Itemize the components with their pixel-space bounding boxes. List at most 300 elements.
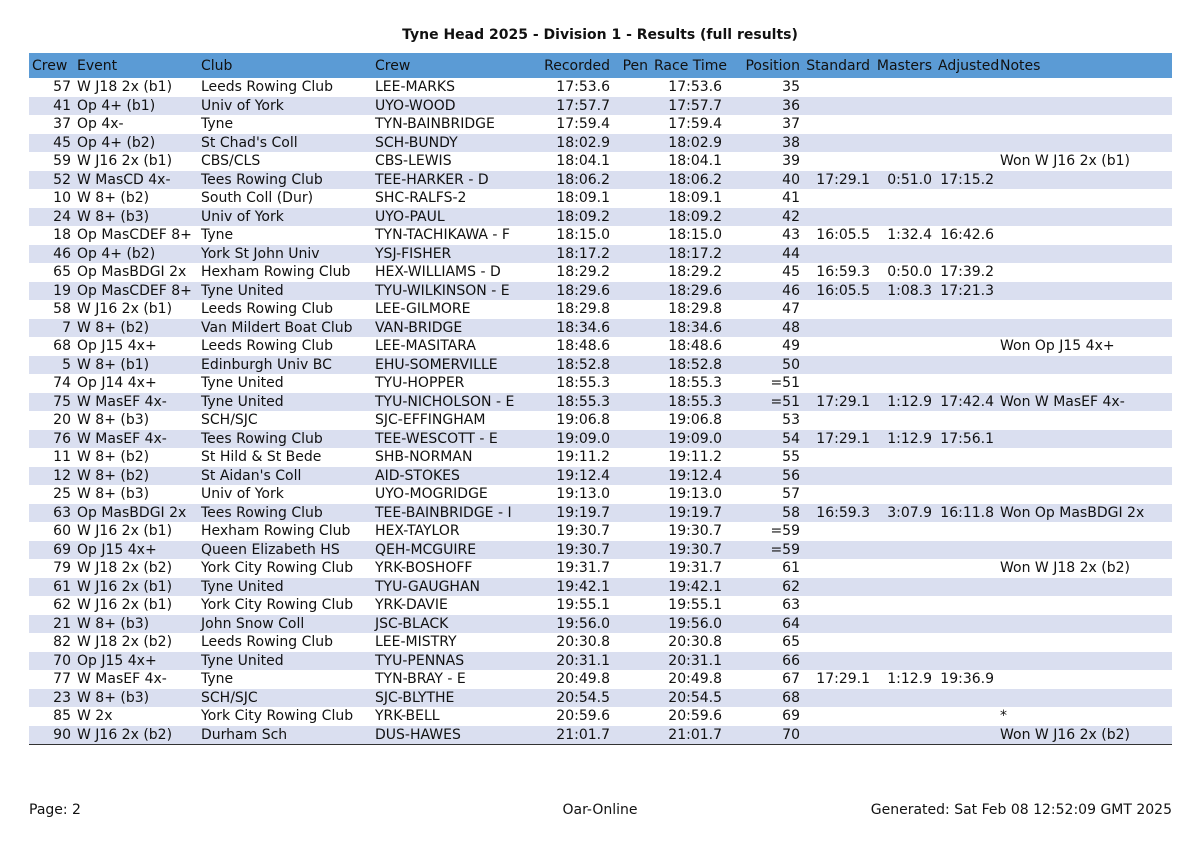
cell-race-time: 18:29.2: [651, 263, 725, 282]
cell-masters: [873, 134, 935, 153]
cell-adjusted: [935, 726, 997, 745]
results-body: [29, 78, 1172, 745]
cell-recorded: 18:09.1: [537, 189, 613, 208]
cell-race-time: 18:29.8: [651, 300, 725, 319]
cell-crew-number: 69: [29, 541, 74, 560]
cell-event: W 8+ (b3): [74, 485, 198, 504]
cell-race-time: 17:53.6: [651, 78, 725, 97]
cell-notes: [997, 430, 1172, 449]
table-row: [29, 726, 1172, 745]
cell-position: 57: [725, 485, 803, 504]
cell-notes: [997, 411, 1172, 430]
cell-position: 54: [725, 430, 803, 449]
cell-race-time: 19:56.0: [651, 615, 725, 634]
cell-standard: [803, 578, 873, 597]
col-header-race-time: Race Time: [651, 53, 725, 78]
cell-crew-number: 46: [29, 245, 74, 264]
cell-crew-number: 21: [29, 615, 74, 634]
col-header-masters: Masters: [873, 53, 935, 78]
cell-event: W 8+ (b2): [74, 189, 198, 208]
cell-event: W J16 2x (b2): [74, 726, 198, 745]
table-row: [29, 374, 1172, 393]
cell-event: Op MasCDEF 8+: [74, 226, 198, 245]
cell-position: 64: [725, 615, 803, 634]
cell-recorded: 19:06.8: [537, 411, 613, 430]
cell-penalty: [613, 670, 651, 689]
cell-recorded: 17:53.6: [537, 78, 613, 97]
col-header-notes: Notes: [997, 53, 1172, 78]
cell-position: 42: [725, 208, 803, 227]
table-row: [29, 319, 1172, 338]
cell-event: W J16 2x (b1): [74, 300, 198, 319]
cell-crew-number: 45: [29, 134, 74, 153]
cell-standard: [803, 559, 873, 578]
cell-event: W MasEF 4x-: [74, 393, 198, 412]
cell-event: W 8+ (b3): [74, 411, 198, 430]
cell-crew-name: TYU-PENNAS: [372, 652, 537, 671]
cell-position: 47: [725, 300, 803, 319]
cell-event: W 8+ (b2): [74, 448, 198, 467]
cell-notes: [997, 263, 1172, 282]
cell-race-time: 18:09.1: [651, 189, 725, 208]
cell-club: Durham Sch: [198, 726, 372, 745]
cell-recorded: 18:17.2: [537, 245, 613, 264]
cell-notes: [997, 245, 1172, 264]
cell-position: =59: [725, 522, 803, 541]
cell-crew-number: 12: [29, 467, 74, 486]
cell-standard: [803, 633, 873, 652]
cell-crew-name: TYU-HOPPER: [372, 374, 537, 393]
results-table: [29, 53, 1172, 745]
cell-race-time: 18:06.2: [651, 171, 725, 190]
cell-standard: [803, 689, 873, 708]
cell-recorded: 18:29.6: [537, 282, 613, 301]
cell-penalty: [613, 97, 651, 116]
col-header-pen: Pen: [613, 53, 651, 78]
cell-crew-number: 25: [29, 485, 74, 504]
cell-race-time: 18:02.9: [651, 134, 725, 153]
cell-crew-number: 70: [29, 652, 74, 671]
cell-recorded: 18:06.2: [537, 171, 613, 190]
cell-club: St Aidan's Coll: [198, 467, 372, 486]
cell-standard: [803, 208, 873, 227]
cell-crew-name: TEE-HARKER - D: [372, 171, 537, 190]
cell-position: 40: [725, 171, 803, 190]
cell-notes: [997, 689, 1172, 708]
table-row: [29, 263, 1172, 282]
cell-club: Van Mildert Boat Club: [198, 319, 372, 338]
cell-masters: 0:50.0: [873, 263, 935, 282]
table-row: [29, 356, 1172, 375]
cell-position: 66: [725, 652, 803, 671]
table-row: [29, 522, 1172, 541]
cell-position: 68: [725, 689, 803, 708]
cell-event: W 8+ (b3): [74, 615, 198, 634]
cell-position: 50: [725, 356, 803, 375]
cell-race-time: 19:11.2: [651, 448, 725, 467]
cell-crew-name: YRK-BOSHOFF: [372, 559, 537, 578]
cell-position: 48: [725, 319, 803, 338]
cell-recorded: 19:30.7: [537, 522, 613, 541]
cell-standard: [803, 337, 873, 356]
cell-race-time: 18:48.6: [651, 337, 725, 356]
cell-race-time: 19:30.7: [651, 522, 725, 541]
cell-standard: [803, 522, 873, 541]
cell-crew-number: 63: [29, 504, 74, 523]
cell-crew-name: SJC-EFFINGHAM: [372, 411, 537, 430]
col-header-crew-number: Crew: [29, 53, 74, 78]
cell-recorded: 18:09.2: [537, 208, 613, 227]
cell-standard: [803, 152, 873, 171]
cell-race-time: 19:55.1: [651, 596, 725, 615]
cell-event: W 2x: [74, 707, 198, 726]
cell-position: 43: [725, 226, 803, 245]
cell-crew-number: 5: [29, 356, 74, 375]
cell-crew-number: 77: [29, 670, 74, 689]
cell-masters: [873, 97, 935, 116]
cell-recorded: 17:59.4: [537, 115, 613, 134]
cell-recorded: 20:31.1: [537, 652, 613, 671]
cell-crew-name: VAN-BRIDGE: [372, 319, 537, 338]
cell-event: W J16 2x (b1): [74, 596, 198, 615]
cell-race-time: 20:49.8: [651, 670, 725, 689]
cell-standard: [803, 300, 873, 319]
cell-race-time: 18:55.3: [651, 374, 725, 393]
cell-club: Tyne: [198, 226, 372, 245]
cell-club: York City Rowing Club: [198, 707, 372, 726]
cell-club: York St John Univ: [198, 245, 372, 264]
cell-recorded: 19:12.4: [537, 467, 613, 486]
cell-adjusted: [935, 152, 997, 171]
cell-masters: [873, 559, 935, 578]
cell-race-time: 18:34.6: [651, 319, 725, 338]
table-row: [29, 596, 1172, 615]
cell-masters: [873, 115, 935, 134]
cell-club: York City Rowing Club: [198, 559, 372, 578]
cell-recorded: 17:57.7: [537, 97, 613, 116]
cell-penalty: [613, 337, 651, 356]
cell-club: Hexham Rowing Club: [198, 522, 372, 541]
cell-masters: [873, 78, 935, 97]
cell-notes: [997, 615, 1172, 634]
cell-penalty: [613, 467, 651, 486]
cell-crew-name: YSJ-FISHER: [372, 245, 537, 264]
cell-position: 38: [725, 134, 803, 153]
cell-club: Tyne United: [198, 393, 372, 412]
cell-standard: [803, 467, 873, 486]
cell-standard: [803, 134, 873, 153]
cell-race-time: 18:04.1: [651, 152, 725, 171]
cell-position: 39: [725, 152, 803, 171]
cell-masters: 1:08.3: [873, 282, 935, 301]
cell-adjusted: 16:11.8: [935, 504, 997, 523]
cell-penalty: [613, 448, 651, 467]
cell-crew-name: SJC-BLYTHE: [372, 689, 537, 708]
cell-adjusted: [935, 559, 997, 578]
cell-penalty: [613, 559, 651, 578]
cell-notes: [997, 356, 1172, 375]
cell-race-time: 20:54.5: [651, 689, 725, 708]
cell-notes: [997, 652, 1172, 671]
table-row: [29, 633, 1172, 652]
cell-crew-number: 85: [29, 707, 74, 726]
cell-penalty: [613, 245, 651, 264]
cell-crew-name: TEE-BAINBRIDGE - I: [372, 504, 537, 523]
cell-recorded: 19:31.7: [537, 559, 613, 578]
cell-notes: Won Op J15 4x+: [997, 337, 1172, 356]
cell-penalty: [613, 78, 651, 97]
table-row: [29, 337, 1172, 356]
cell-notes: Won W J18 2x (b2): [997, 559, 1172, 578]
cell-event: Op 4+ (b1): [74, 97, 198, 116]
cell-crew-name: AID-STOKES: [372, 467, 537, 486]
cell-masters: [873, 208, 935, 227]
cell-adjusted: [935, 541, 997, 560]
cell-crew-number: 58: [29, 300, 74, 319]
cell-notes: [997, 670, 1172, 689]
cell-standard: [803, 485, 873, 504]
cell-masters: 1:32.4: [873, 226, 935, 245]
cell-masters: [873, 596, 935, 615]
cell-position: 45: [725, 263, 803, 282]
cell-recorded: 20:59.6: [537, 707, 613, 726]
col-header-adjusted: Adjusted: [935, 53, 997, 78]
cell-club: Leeds Rowing Club: [198, 300, 372, 319]
generated-timestamp: Generated: Sat Feb 08 12:52:09 GMT 2025: [870, 802, 1172, 818]
cell-masters: [873, 300, 935, 319]
cell-standard: [803, 356, 873, 375]
col-header-event: Event: [74, 53, 198, 78]
cell-masters: [873, 337, 935, 356]
cell-race-time: 19:13.0: [651, 485, 725, 504]
cell-standard: 16:05.5: [803, 226, 873, 245]
cell-crew-name: LEE-MASITARA: [372, 337, 537, 356]
cell-crew-name: HEX-TAYLOR: [372, 522, 537, 541]
cell-crew-name: SHB-NORMAN: [372, 448, 537, 467]
col-header-club: Club: [198, 53, 372, 78]
cell-adjusted: 17:42.4: [935, 393, 997, 412]
cell-crew-number: 41: [29, 97, 74, 116]
cell-notes: [997, 208, 1172, 227]
cell-event: Op MasCDEF 8+: [74, 282, 198, 301]
page-title: Tyne Head 2025 - Division 1 - Results (full results): [402, 27, 798, 43]
cell-club: York City Rowing Club: [198, 596, 372, 615]
table-row: [29, 559, 1172, 578]
cell-standard: [803, 78, 873, 97]
cell-standard: 17:29.1: [803, 430, 873, 449]
cell-notes: [997, 134, 1172, 153]
cell-adjusted: 17:39.2: [935, 263, 997, 282]
table-row: [29, 652, 1172, 671]
cell-crew-name: DUS-HAWES: [372, 726, 537, 745]
cell-standard: [803, 411, 873, 430]
cell-event: W 8+ (b3): [74, 208, 198, 227]
cell-notes: [997, 189, 1172, 208]
cell-adjusted: [935, 467, 997, 486]
cell-adjusted: 17:56.1: [935, 430, 997, 449]
cell-standard: 16:59.3: [803, 263, 873, 282]
cell-crew-number: 7: [29, 319, 74, 338]
cell-adjusted: [935, 189, 997, 208]
cell-club: Tyne United: [198, 282, 372, 301]
table-row: [29, 541, 1172, 560]
cell-crew-number: 79: [29, 559, 74, 578]
cell-crew-name: TYN-BRAY - E: [372, 670, 537, 689]
cell-position: 69: [725, 707, 803, 726]
cell-standard: [803, 97, 873, 116]
cell-club: John Snow Coll: [198, 615, 372, 634]
cell-penalty: [613, 615, 651, 634]
cell-standard: 17:29.1: [803, 171, 873, 190]
cell-notes: *: [997, 707, 1172, 726]
cell-recorded: 19:30.7: [537, 541, 613, 560]
cell-penalty: [613, 541, 651, 560]
cell-masters: [873, 245, 935, 264]
table-row: [29, 467, 1172, 486]
cell-club: Tees Rowing Club: [198, 504, 372, 523]
cell-adjusted: 17:15.2: [935, 171, 997, 190]
cell-masters: 1:12.9: [873, 670, 935, 689]
cell-penalty: [613, 171, 651, 190]
table-row: [29, 411, 1172, 430]
cell-adjusted: [935, 97, 997, 116]
cell-club: St Hild & St Bede: [198, 448, 372, 467]
cell-crew-name: UYO-PAUL: [372, 208, 537, 227]
footer-source: Oar-Online: [562, 802, 638, 818]
cell-notes: [997, 115, 1172, 134]
cell-notes: [997, 282, 1172, 301]
cell-masters: [873, 374, 935, 393]
cell-crew-name: SHC-RALFS-2: [372, 189, 537, 208]
cell-standard: [803, 115, 873, 134]
cell-adjusted: 16:42.6: [935, 226, 997, 245]
table-row: [29, 282, 1172, 301]
cell-penalty: [613, 134, 651, 153]
table-row: [29, 134, 1172, 153]
cell-event: W J18 2x (b2): [74, 559, 198, 578]
cell-position: 44: [725, 245, 803, 264]
cell-crew-number: 90: [29, 726, 74, 745]
cell-position: 62: [725, 578, 803, 597]
cell-notes: [997, 633, 1172, 652]
cell-masters: [873, 726, 935, 745]
cell-recorded: 18:34.6: [537, 319, 613, 338]
cell-notes: [997, 541, 1172, 560]
cell-crew-number: 57: [29, 78, 74, 97]
cell-recorded: 19:19.7: [537, 504, 613, 523]
cell-notes: [997, 485, 1172, 504]
cell-recorded: 20:54.5: [537, 689, 613, 708]
cell-masters: [873, 652, 935, 671]
page-number: Page: 2: [29, 802, 81, 818]
cell-position: =51: [725, 374, 803, 393]
cell-crew-name: JSC-BLACK: [372, 615, 537, 634]
cell-position: =51: [725, 393, 803, 412]
cell-adjusted: [935, 615, 997, 634]
cell-penalty: [613, 411, 651, 430]
cell-adjusted: [935, 356, 997, 375]
cell-recorded: 20:30.8: [537, 633, 613, 652]
cell-notes: [997, 467, 1172, 486]
table-row: [29, 578, 1172, 597]
cell-masters: [873, 615, 935, 634]
cell-crew-number: 65: [29, 263, 74, 282]
cell-crew-name: LEE-MISTRY: [372, 633, 537, 652]
cell-penalty: [613, 596, 651, 615]
cell-masters: [873, 356, 935, 375]
cell-crew-name: TYU-WILKINSON - E: [372, 282, 537, 301]
cell-standard: [803, 726, 873, 745]
col-header-crew-name: Crew: [372, 53, 537, 78]
cell-recorded: 19:55.1: [537, 596, 613, 615]
cell-standard: [803, 189, 873, 208]
cell-masters: 3:07.9: [873, 504, 935, 523]
cell-recorded: 18:15.0: [537, 226, 613, 245]
cell-event: W MasEF 4x-: [74, 670, 198, 689]
cell-standard: [803, 245, 873, 264]
cell-crew-name: UYO-WOOD: [372, 97, 537, 116]
cell-race-time: 19:42.1: [651, 578, 725, 597]
cell-adjusted: [935, 245, 997, 264]
cell-penalty: [613, 282, 651, 301]
cell-penalty: [613, 726, 651, 745]
cell-race-time: 19:19.7: [651, 504, 725, 523]
cell-event: W 8+ (b1): [74, 356, 198, 375]
cell-crew-number: 19: [29, 282, 74, 301]
cell-race-time: 20:30.8: [651, 633, 725, 652]
cell-crew-name: HEX-WILLIAMS - D: [372, 263, 537, 282]
cell-notes: [997, 300, 1172, 319]
cell-event: Op J15 4x+: [74, 337, 198, 356]
cell-adjusted: [935, 374, 997, 393]
cell-notes: [997, 171, 1172, 190]
cell-notes: [997, 448, 1172, 467]
cell-event: W 8+ (b2): [74, 467, 198, 486]
cell-race-time: 17:57.7: [651, 97, 725, 116]
cell-club: Univ of York: [198, 97, 372, 116]
cell-event: W J16 2x (b1): [74, 578, 198, 597]
cell-crew-number: 59: [29, 152, 74, 171]
cell-club: SCH/SJC: [198, 411, 372, 430]
cell-crew-name: TYN-TACHIKAWA - F: [372, 226, 537, 245]
cell-penalty: [613, 652, 651, 671]
cell-recorded: 18:48.6: [537, 337, 613, 356]
cell-masters: [873, 319, 935, 338]
cell-crew-number: 37: [29, 115, 74, 134]
cell-adjusted: [935, 707, 997, 726]
cell-penalty: [613, 319, 651, 338]
cell-adjusted: [935, 134, 997, 153]
table-header-row: [29, 53, 1172, 78]
cell-crew-number: 52: [29, 171, 74, 190]
cell-adjusted: 17:21.3: [935, 282, 997, 301]
cell-notes: Won W MasEF 4x-: [997, 393, 1172, 412]
cell-adjusted: [935, 633, 997, 652]
cell-crew-name: TYN-BAINBRIDGE: [372, 115, 537, 134]
cell-recorded: 19:42.1: [537, 578, 613, 597]
cell-masters: 1:12.9: [873, 430, 935, 449]
cell-penalty: [613, 393, 651, 412]
cell-penalty: [613, 152, 651, 171]
cell-notes: [997, 226, 1172, 245]
cell-race-time: 18:55.3: [651, 393, 725, 412]
table-row: [29, 226, 1172, 245]
table-row: [29, 504, 1172, 523]
cell-notes: Won Op MasBDGI 2x: [997, 504, 1172, 523]
cell-masters: [873, 152, 935, 171]
cell-penalty: [613, 707, 651, 726]
cell-crew-number: 24: [29, 208, 74, 227]
